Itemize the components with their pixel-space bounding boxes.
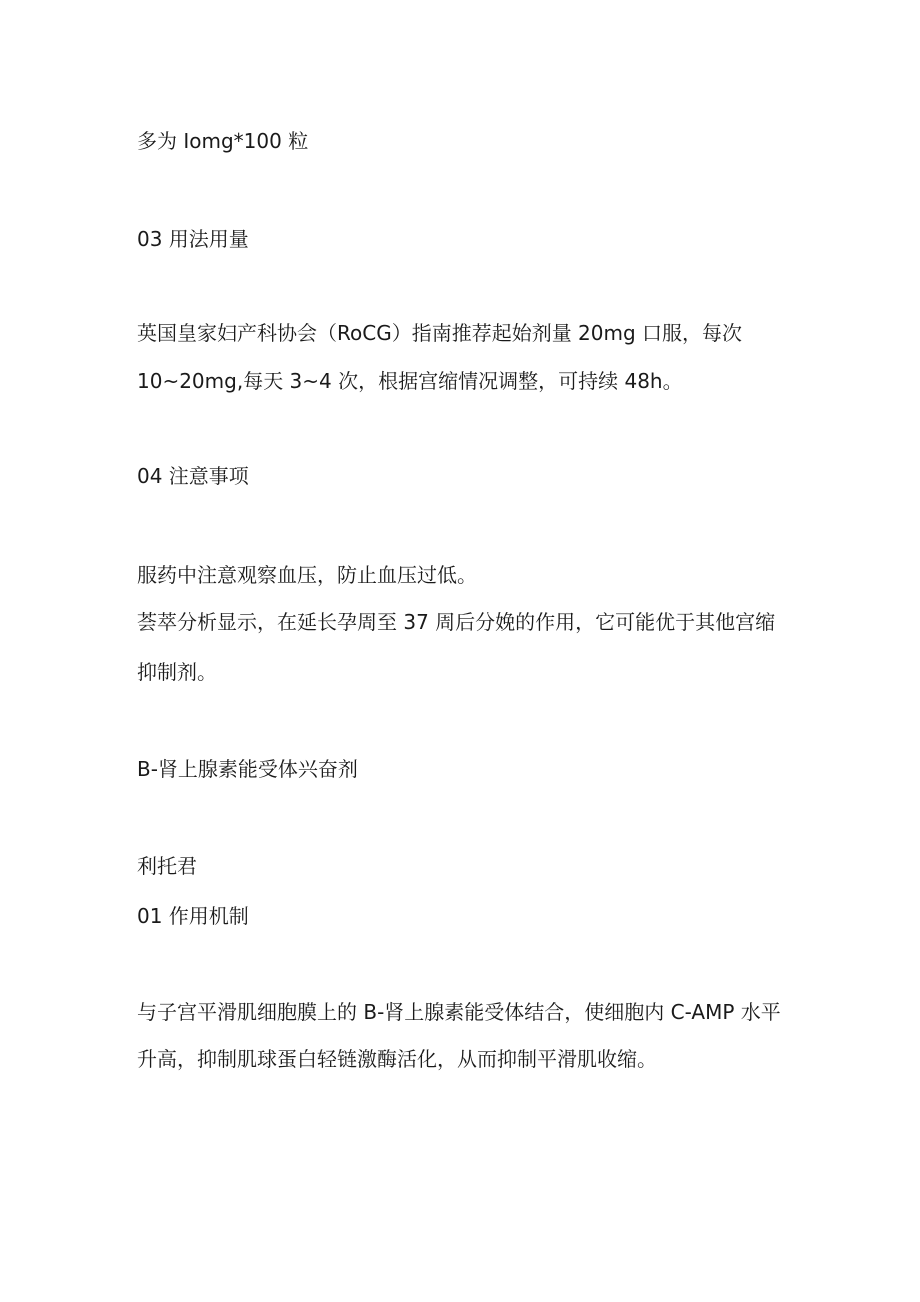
- dosage-spec-text: 多为 Iomg*100 粒: [137, 129, 309, 153]
- drug-name-heading: 利托君: [137, 854, 197, 878]
- notes-paragraph-line-1: 服药中注意观察血压，防止血压过低。: [137, 563, 477, 587]
- section-heading-notes: 04 注意事项: [137, 464, 249, 488]
- section-heading-usage: 03 用法用量: [137, 227, 249, 251]
- mechanism-paragraph-line-2: 升高，抑制肌球蛋白轻链激酶活化，从而抑制平滑肌收缩。: [137, 1047, 657, 1071]
- mechanism-paragraph-line-1: 与子宫平滑肌细胞膜上的 B-肾上腺素能受体结合，使细胞内 C-AMP 水平: [137, 1000, 781, 1024]
- notes-paragraph-line-3: 抑制剂。: [137, 660, 217, 684]
- drug-class-heading: B-肾上腺素能受体兴奋剂: [137, 757, 358, 781]
- usage-paragraph-line-2: 10~20mg,每天 3~4 次，根据宫缩情况调整，可持续 48h。: [137, 369, 683, 393]
- notes-paragraph-line-2: 荟萃分析显示，在延长孕周至 37 周后分娩的作用，它可能优于其他宫缩: [137, 610, 776, 634]
- usage-paragraph-line-1: 英国皇家妇产科协会（RoCG）指南推荐起始剂量 20mg 口服，每次: [137, 321, 743, 345]
- section-heading-mechanism: 01 作用机制: [137, 904, 249, 928]
